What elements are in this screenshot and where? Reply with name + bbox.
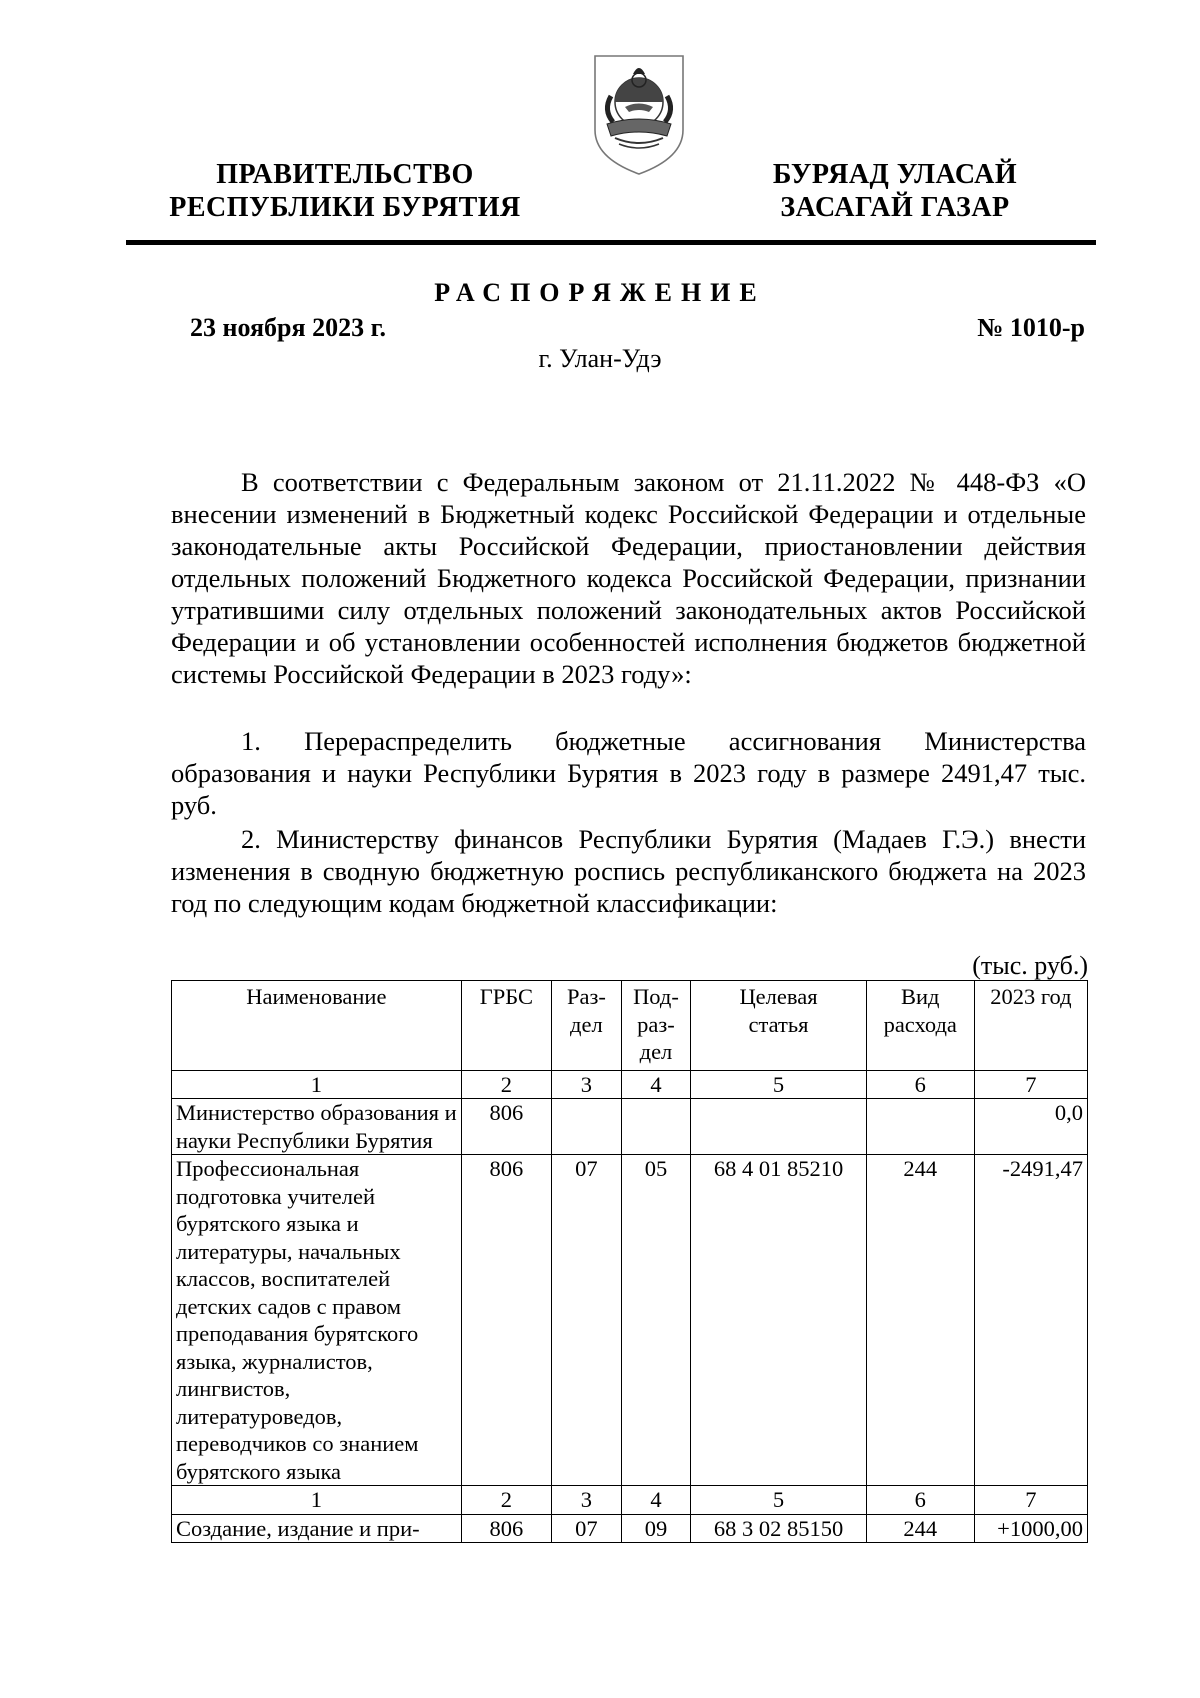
column-number: 7 xyxy=(974,1486,1087,1515)
row-podrazdel: 09 xyxy=(621,1514,691,1543)
column-number: 2 xyxy=(461,1486,551,1515)
document-number: № 1010-р xyxy=(977,313,1085,342)
table-row xyxy=(172,1514,1088,1543)
header-left-line1: ПРАВИТЕЛЬСТВО xyxy=(216,159,474,190)
column-number: 6 xyxy=(866,1070,974,1099)
header-grbs: ГРБС xyxy=(461,981,551,1071)
header-year: 2023 год xyxy=(974,981,1087,1071)
column-number: 7 xyxy=(974,1070,1087,1099)
row-expense-type xyxy=(866,1099,974,1155)
header-razdel: Раз- дел xyxy=(552,981,622,1071)
column-number: 5 xyxy=(691,1486,867,1515)
column-number: 5 xyxy=(691,1070,867,1099)
header-target-article: Целевая статья xyxy=(691,981,867,1071)
document-city: г. Улан-Удэ xyxy=(538,344,662,373)
preamble-paragraph: В соответствии с Федеральным законом от 21.11.2022 № 448-ФЗ «О внесении изменений в Бюджетный кодекс Российской Федерации и отдельные законодательные акты Российской Федерации, приостановлении действия отдельных положений Бюджетного кодекса Российской Федерации, признании утратившими силу отдельных положений законодательных актов Российской Федерации и об установлении особенностей исполнения бюджетов бюджетной системы Российской Федерации в 2023 году»: xyxy=(171,467,1086,689)
column-number: 4 xyxy=(621,1486,691,1515)
row-name: Профессиональная подготовка учителей бурятского языка и литературы, начальных классов, воспитателей детских садов с правом преподавания бурятского языка, журналистов, лингвистов, литературоведов, переводчиков со знанием бурятского языка xyxy=(172,1155,462,1486)
row-target-article xyxy=(691,1099,867,1155)
header-divider xyxy=(126,240,1096,245)
column-number: 4 xyxy=(621,1070,691,1099)
header-podrazdel: Под- раз- дел xyxy=(621,981,691,1071)
item-1-paragraph: 1. Перераспределить бюджетные ассигнования Министерства образования и науки Республики Бурятия в 2023 году в размере 2491,47 тыс. руб. xyxy=(171,726,1086,820)
row-grbs: 806 xyxy=(461,1099,551,1155)
table-units: (тыс. руб.) xyxy=(972,951,1088,980)
coat-of-arms-emblem xyxy=(589,52,689,178)
column-number: 6 xyxy=(866,1486,974,1515)
column-number: 1 xyxy=(172,1070,462,1099)
column-number: 3 xyxy=(552,1486,622,1515)
column-number-row xyxy=(172,1070,1088,1099)
row-name: Создание, издание и при- xyxy=(172,1514,462,1543)
row-razdel xyxy=(552,1099,622,1155)
column-number: 1 xyxy=(172,1486,462,1515)
row-sum: +1000,00 xyxy=(974,1514,1087,1543)
row-grbs: 806 xyxy=(461,1514,551,1543)
row-target-article: 68 4 01 85210 xyxy=(691,1155,867,1486)
item-2-paragraph: 2. Министерству финансов Республики Бурятия (Мадаев Г.Э.) внести изменения в сводную бюджетную роспись республиканского бюджета на 2023 год по следующим кодам бюджетной классификации: xyxy=(171,824,1086,918)
column-number-row xyxy=(172,1486,1088,1515)
row-razdel: 07 xyxy=(552,1155,622,1486)
row-podrazdel xyxy=(621,1099,691,1155)
budget-classification-table xyxy=(171,980,1088,1543)
row-sum: -2491,47 xyxy=(974,1155,1087,1486)
row-podrazdel: 05 xyxy=(621,1155,691,1486)
header-left-line2: РЕСПУБЛИКИ БУРЯТИЯ xyxy=(169,192,521,223)
row-sum: 0,0 xyxy=(974,1099,1087,1155)
row-expense-type: 244 xyxy=(866,1155,974,1486)
column-number: 3 xyxy=(552,1070,622,1099)
row-name: Министерство образования и науки Республики Бурятия xyxy=(172,1099,462,1155)
row-expense-type: 244 xyxy=(866,1514,974,1543)
row-razdel: 07 xyxy=(552,1514,622,1543)
table-row xyxy=(172,1099,1088,1155)
row-grbs: 806 xyxy=(461,1155,551,1486)
table-row xyxy=(172,1155,1088,1486)
header-right-line1: БУРЯАД УЛАСАЙ xyxy=(772,159,1018,190)
row-target-article: 68 3 02 85150 xyxy=(691,1514,867,1543)
header-name: Наименование xyxy=(172,981,462,1071)
header-expense-type: Вид расхода xyxy=(866,981,974,1071)
column-number: 2 xyxy=(461,1070,551,1099)
table-header-row xyxy=(172,981,1088,1071)
document-type: РАСПОРЯЖЕНИЕ xyxy=(434,278,766,307)
government-name-buryat xyxy=(740,158,1050,224)
government-name-russian xyxy=(160,158,530,224)
header-right-line2: ЗАСАГАЙ ГАЗАР xyxy=(780,192,1010,223)
document-date: 23 ноября 2023 г. xyxy=(190,313,386,342)
